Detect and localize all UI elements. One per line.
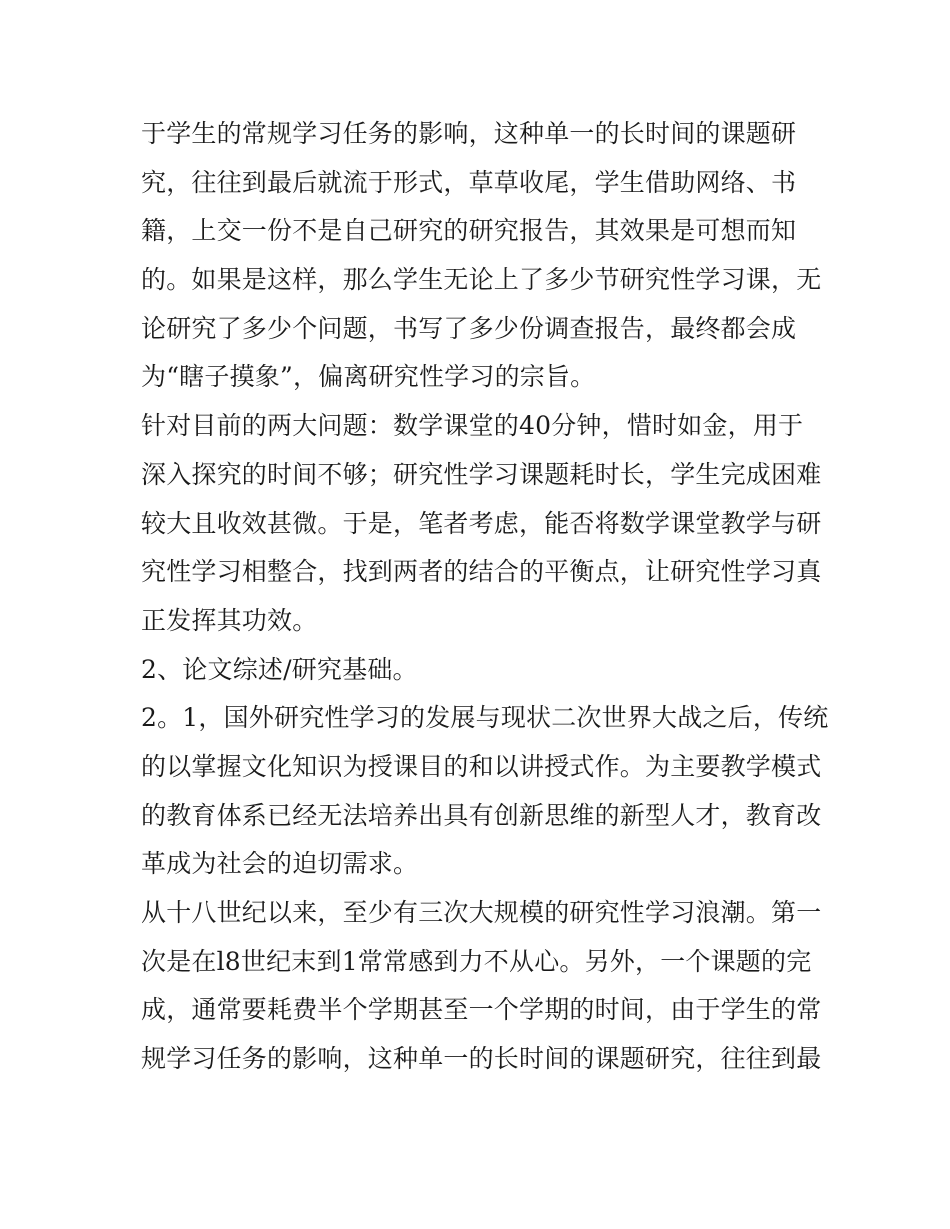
text-line: 成，通常要耗费半个学期甚至一个学期的时间，由于学生的常 (141, 995, 822, 1025)
section-heading: 2、论文综述/研究基础。 (141, 654, 418, 684)
text-line: 次是在l8世纪末到1常常感到力不从心。另外，一个课题的完 (141, 946, 812, 976)
text-line: 论研究了多少个问题，书写了多少份调查报告，最终都会成 (141, 313, 797, 343)
text-line: 的。如果是这样，那么学生无论上了多少节研究性学习课，无 (141, 265, 822, 295)
text-line: 较大且收效甚微。于是，笔者考虑，能否将数学课堂教学与研 (141, 508, 822, 538)
text-line: 2。1，国外研究性学习的发展与现状二次世界大战之后，传统 (141, 703, 829, 733)
text-line: 革成为社会的迫切需求。 (141, 849, 419, 879)
text-line: 的以掌握文化知识为授课目的和以讲授式作。为主要教学模式 (141, 751, 822, 781)
text-line: 究，往往到最后就流于形式，草草收尾，学生借助网络、书 (141, 167, 797, 197)
text-line: 籍，上交一份不是自己研究的研究报告，其效果是可想而知 (141, 216, 797, 246)
text-line: 究性学习相整合，找到两者的结合的平衡点，让研究性学习真 (141, 557, 822, 587)
text-line: 的教育体系已经无法培养出具有创新思维的新型人才，教育改 (141, 800, 822, 830)
text-line: 针对目前的两大问题：数学课堂的40分钟，惜时如金，用于 (141, 411, 804, 441)
text-line: 深入探究的时间不够；研究性学习课题耗时长，学生完成困难 (141, 459, 822, 489)
text-line: 于学生的常规学习任务的影响，这种单一的长时间的课题研 (141, 119, 797, 148)
text-line: 为“瞎子摸象”，偏离研究性学习的宗旨。 (141, 362, 596, 392)
text-line: 规学习任务的影响，这种单一的长时间的课题研究，往往到最 (141, 1044, 822, 1074)
text-line: 从十八世纪以来，至少有三次大规模的研究性学习浪潮。第一 (141, 898, 822, 927)
document-body (141, 110, 829, 1084)
text-line: 正发挥其功效。 (141, 605, 318, 635)
